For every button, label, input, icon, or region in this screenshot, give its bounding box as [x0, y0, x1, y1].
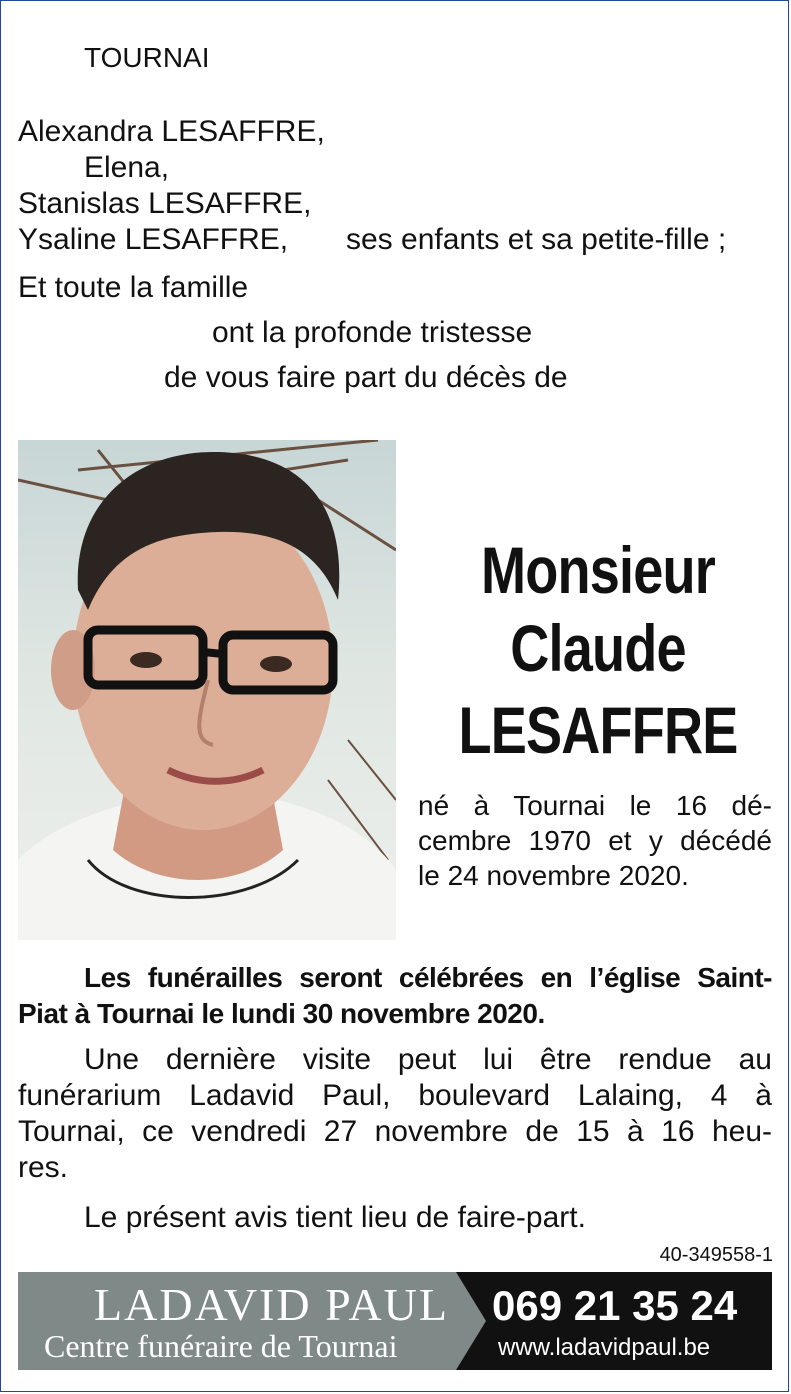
family-member: Elena,	[84, 151, 170, 184]
funeral-home-banner	[18, 1272, 772, 1370]
deceased-first-name: Claude	[510, 611, 686, 685]
website-link[interactable]: www.ladavidpaul.be	[498, 1334, 711, 1361]
visitation-info	[18, 1042, 772, 1186]
birth-death-info	[418, 788, 772, 893]
deceased-last-name: LESAFFRE	[458, 693, 738, 767]
intro-line: de vous faire part du décès de	[164, 361, 568, 394]
funeral-announcement	[18, 960, 772, 1032]
city-heading: TOURNAI	[84, 42, 210, 73]
intro-line: ont la profonde tristesse	[212, 316, 533, 349]
funeral-line: Les funérailles seront célébrées en l’église Saint-	[84, 962, 772, 993]
bio-line: né à Tournai le 16 dé-	[418, 790, 772, 821]
deceased-title: Monsieur	[480, 533, 715, 607]
brand-name: LADAVID PAUL	[94, 1279, 449, 1330]
reference-number: 40-349558-1	[659, 1244, 773, 1266]
portrait-illustration	[18, 440, 396, 940]
portrait-photo	[18, 440, 396, 940]
family-member: Ysaline LESAFFRE,	[18, 223, 289, 256]
visit-line: Une dernière visite peut lui être rendue au	[84, 1043, 772, 1076]
extended-family: Et toute la famille	[18, 271, 249, 304]
visit-line: funérarium Ladavid Paul, boulevard Lalaing, 4 à	[18, 1079, 772, 1112]
family-member: Stanislas LESAFFRE,	[18, 187, 312, 220]
family-member: Alexandra LESAFFRE,	[18, 115, 325, 148]
visit-line: res.	[18, 1151, 69, 1184]
brand-subtitle: Centre funéraire de Tournai	[44, 1328, 398, 1364]
bio-line: cembre 1970 et y décédé	[418, 825, 772, 856]
bio-line: le 24 novembre 2020.	[418, 860, 689, 891]
family-relation: ses enfants et sa petite-fille ;	[346, 223, 727, 256]
visit-line: Tournai, ce vendredi 27 novembre de 15 à 16 heu-	[18, 1115, 772, 1148]
phone-number[interactable]: 069 21 35 24	[492, 1282, 738, 1329]
notice-text: Le présent avis tient lieu de faire-part.	[84, 1201, 586, 1234]
funeral-line: Piat à Tournai le lundi 30 novembre 2020.	[18, 998, 545, 1029]
